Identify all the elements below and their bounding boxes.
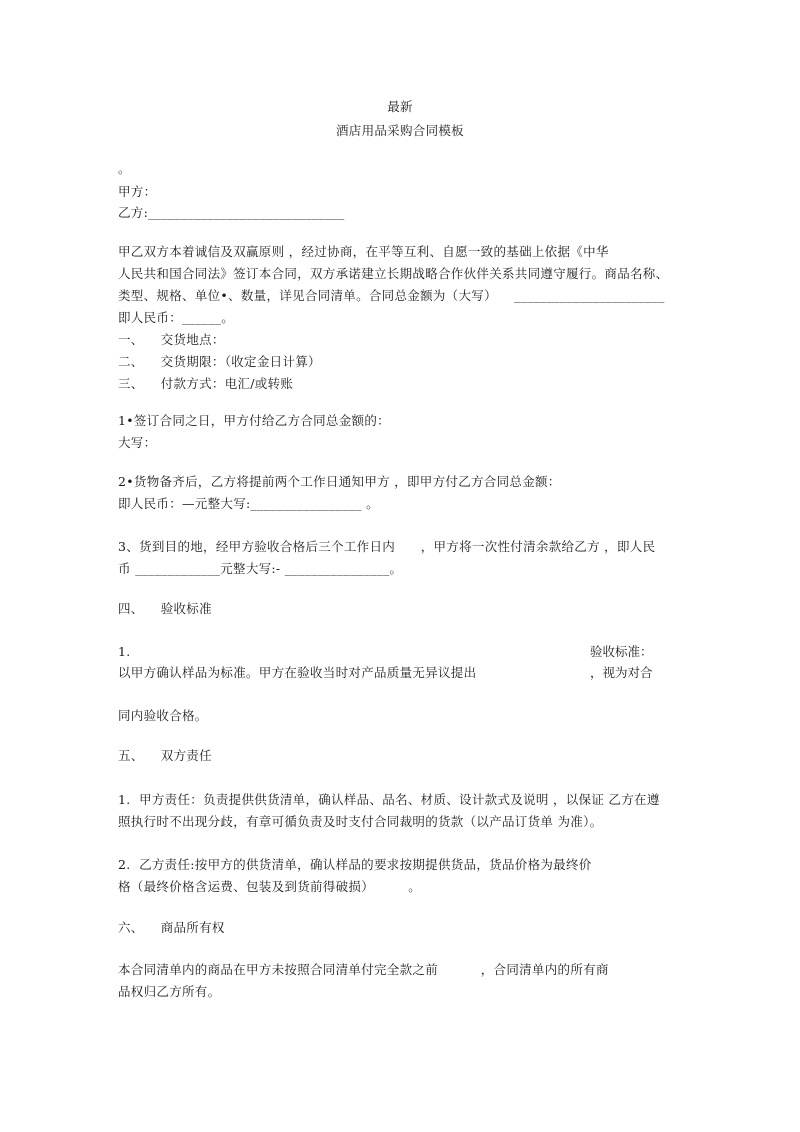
payment-3-line-1: 3、货到目的地，经甲方验收合格后三个工作日内 ，甲方将一次性付清余款给乙方 ，即人民 (118, 539, 656, 554)
acceptance-line-2: 同内验收合格。 (118, 708, 208, 723)
acceptance-line-1-left: 以甲方确认样品为标准。甲方在验收当时对产品质量无异议提出 (118, 665, 477, 680)
section-ownership: 六、 商品所有权 (118, 920, 225, 935)
ownership-line-1: 本合同清单内的商品在甲方未按照合同清单付完全款之前 ，合同清单内的所有商 (118, 962, 609, 977)
document-title: 酒店用品采购合同模板 (335, 123, 464, 138)
section-delivery-period: 二、 交货期限：（收定金日计算） (118, 354, 321, 369)
section-delivery-place: 一、 交货地点： (118, 332, 225, 347)
section-acceptance-standard: 四、 验收标准 (118, 601, 212, 616)
payment-3-line-2: 币 _____________元整大写:- ________________。 (118, 561, 403, 576)
acceptance-line-1-right: ，视为对合 (590, 665, 653, 680)
acceptance-number: 1. (118, 644, 131, 659)
preamble-line-3: 类型、规格、单位•、数量，详见合同清单。合同总金额为（大写） _______________________ (118, 288, 665, 303)
stray-dot: 。 (118, 161, 131, 176)
preamble-line-1: 甲乙双方本着诚信及双赢原则 ，经过协商，在平等互利、自愿一致的基础上依据《中华 (118, 244, 609, 259)
acceptance-label: 验收标准： (590, 644, 653, 659)
section-payment-method: 三、 付款方式：电汇/或转账 (118, 376, 294, 391)
ownership-line-2: 品权归乙方所有。 (118, 984, 221, 999)
preamble-line-2: 人民共和国合同法》签订本合同，双方承诺建立长期战略合作伙伴关系共同遵守履行。商品名称、 (118, 266, 669, 281)
party-a-label: 甲方： (118, 184, 157, 199)
party-b-duty-line-2: 格（最终价格含运费、包装及到货前得破损） 。 (118, 879, 421, 894)
party-a-duty-line-2: 照执行时不出现分歧，有章可循负责及时支付合同裁明的货款（以产品订货单 为准）。 (118, 814, 603, 829)
payment-2-line-2: 即人民币：—元整大写:_________________ 。 (118, 496, 379, 511)
payment-2-line-1: 2•货物备齐后，乙方将提前两个工作日通知甲方 ，即甲方付乙方合同总金额： (118, 474, 561, 489)
payment-1-line-1: 1•签订合同之日，甲方付给乙方合同总金额的： (118, 413, 390, 428)
title-line-1: 最新 (387, 99, 413, 114)
payment-1-line-2: 大写： (118, 435, 157, 450)
preamble-line-4: 即人民币：______。 (118, 310, 235, 325)
section-responsibilities: 五、 双方责任 (118, 748, 212, 763)
party-a-duty-line-1: 1. 甲方责任：负责提供供货清单，确认样品、品名、材质、设计款式及说明 ，以保证 乙方在遵 (118, 792, 660, 807)
party-b-label: 乙方:______________________________ (118, 205, 345, 220)
party-b-duty-line-1: 2. 乙方责任:按甲方的供货清单，确认样品的要求按期提供货品，货品价格为最终价 (118, 857, 592, 872)
